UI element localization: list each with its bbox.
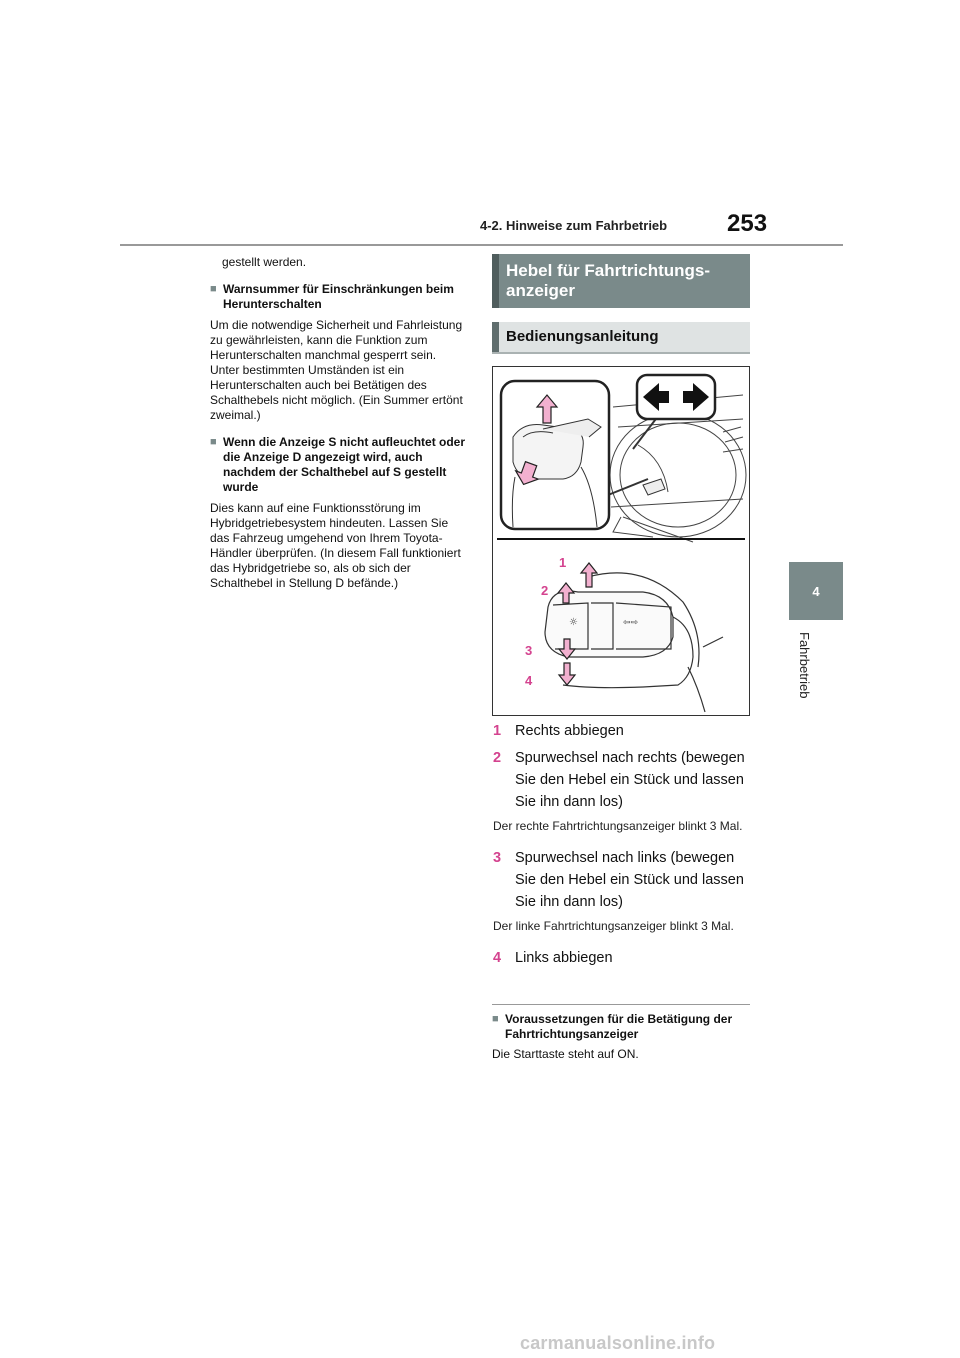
sub-banner-stripe <box>492 322 499 352</box>
section-body: Dies kann auf eine Funktionsstörung im Hybridgetriebesystem hindeuten. Lassen Sie das Fahrzeug umgehend von Ihrem Toyota-Händler überprüfen. (In diesem Fall funktioniert das Hybridgetriebe so, als ob sich der Schalthebel in Stellung D befände.) <box>210 501 461 590</box>
step-item <box>493 747 755 813</box>
section-heading-text: Wenn die Anzeige S nicht aufleuchtet oder die Anzeige D angezeigt wird, auch nachdem der Schalthebel auf S gestellt wurde <box>223 435 466 494</box>
turn-signal-icon: ⇦⇨ <box>623 618 639 628</box>
step-text: Rechts abbiegen <box>515 723 624 739</box>
section-body: Um die notwendige Sicherheit und Fahrleistung zu gewährleisten, kann die Funktion zum Herunterschalten manchmal gesperrt sein. Unter bestimmten Umständen ist ein Herunterschalten auch bei Betätigen des Schalthebels nicht möglich. (Ein Summer ertönt zweimal.) <box>210 318 463 422</box>
section-banner-text: Hebel für Fahrtrichtungs-anzeiger <box>506 261 711 300</box>
step-text: Links abbiegen <box>515 950 613 966</box>
figure-label: 2 <box>541 583 549 598</box>
note-divider <box>492 1004 750 1005</box>
running-header: 4-2. Hinweise zum Fahrbetrieb <box>480 218 668 233</box>
section-banner <box>492 254 750 308</box>
step-note: Der linke Fahrtrichtungsanzeiger blinkt 3 Mal. <box>493 919 734 933</box>
step-note: Der rechte Fahrtrichtungsanzeiger blinkt 3 Mal. <box>493 819 743 833</box>
figure-label: 3 <box>525 643 533 658</box>
section-heading <box>210 282 468 312</box>
sub-banner-text: Bedienungsanleitung <box>506 328 659 345</box>
sub-banner <box>492 322 750 354</box>
step-item <box>493 947 755 969</box>
banner-stripe <box>492 254 499 308</box>
steps-list <box>493 720 755 974</box>
chapter-side-text: Fahrbetrieb <box>797 632 812 699</box>
section-heading <box>210 435 468 495</box>
square-bullet-icon: ■ <box>210 283 217 295</box>
left-column <box>210 255 468 603</box>
watermark: carmanualsonline.info <box>520 1333 716 1353</box>
page-number: 253 <box>727 210 768 237</box>
step-number: 1 <box>493 723 502 739</box>
chapter-tab: 4 <box>789 562 843 620</box>
figure-label: 1 <box>559 555 567 570</box>
note-block <box>492 1012 754 1062</box>
step-number: 2 <box>493 750 502 766</box>
note-heading-text: Voraussetzungen für die Betätigung der Fahrtrichtungsanzeiger <box>505 1012 733 1041</box>
step-item <box>493 847 755 913</box>
step-number: 3 <box>493 850 502 866</box>
note-heading <box>492 1012 754 1042</box>
section-heading-text: Warnsummer für Einschränkungen beim Herunterschalten <box>223 282 454 311</box>
square-bullet-icon: ■ <box>492 1013 499 1025</box>
turn-signal-lever-figure <box>492 366 750 716</box>
step-item <box>493 720 755 742</box>
headlight-icon: ☼ <box>569 617 578 628</box>
figure-label: 4 <box>525 673 533 688</box>
note-body: Die Starttaste steht auf ON. <box>492 1047 639 1061</box>
continued-text: gestellt werden. <box>222 255 307 269</box>
lever-illustration <box>493 367 749 715</box>
step-text: Spurwechsel nach rechts (bewegen Sie den Hebel ein Stück und lassen Sie ihn dann los) <box>515 750 745 810</box>
square-bullet-icon: ■ <box>210 436 217 448</box>
step-number: 4 <box>493 950 502 966</box>
header-rule <box>120 244 843 246</box>
step-text: Spurwechsel nach links (bewegen Sie den Hebel ein Stück und lassen Sie ihn dann los) <box>515 850 744 910</box>
